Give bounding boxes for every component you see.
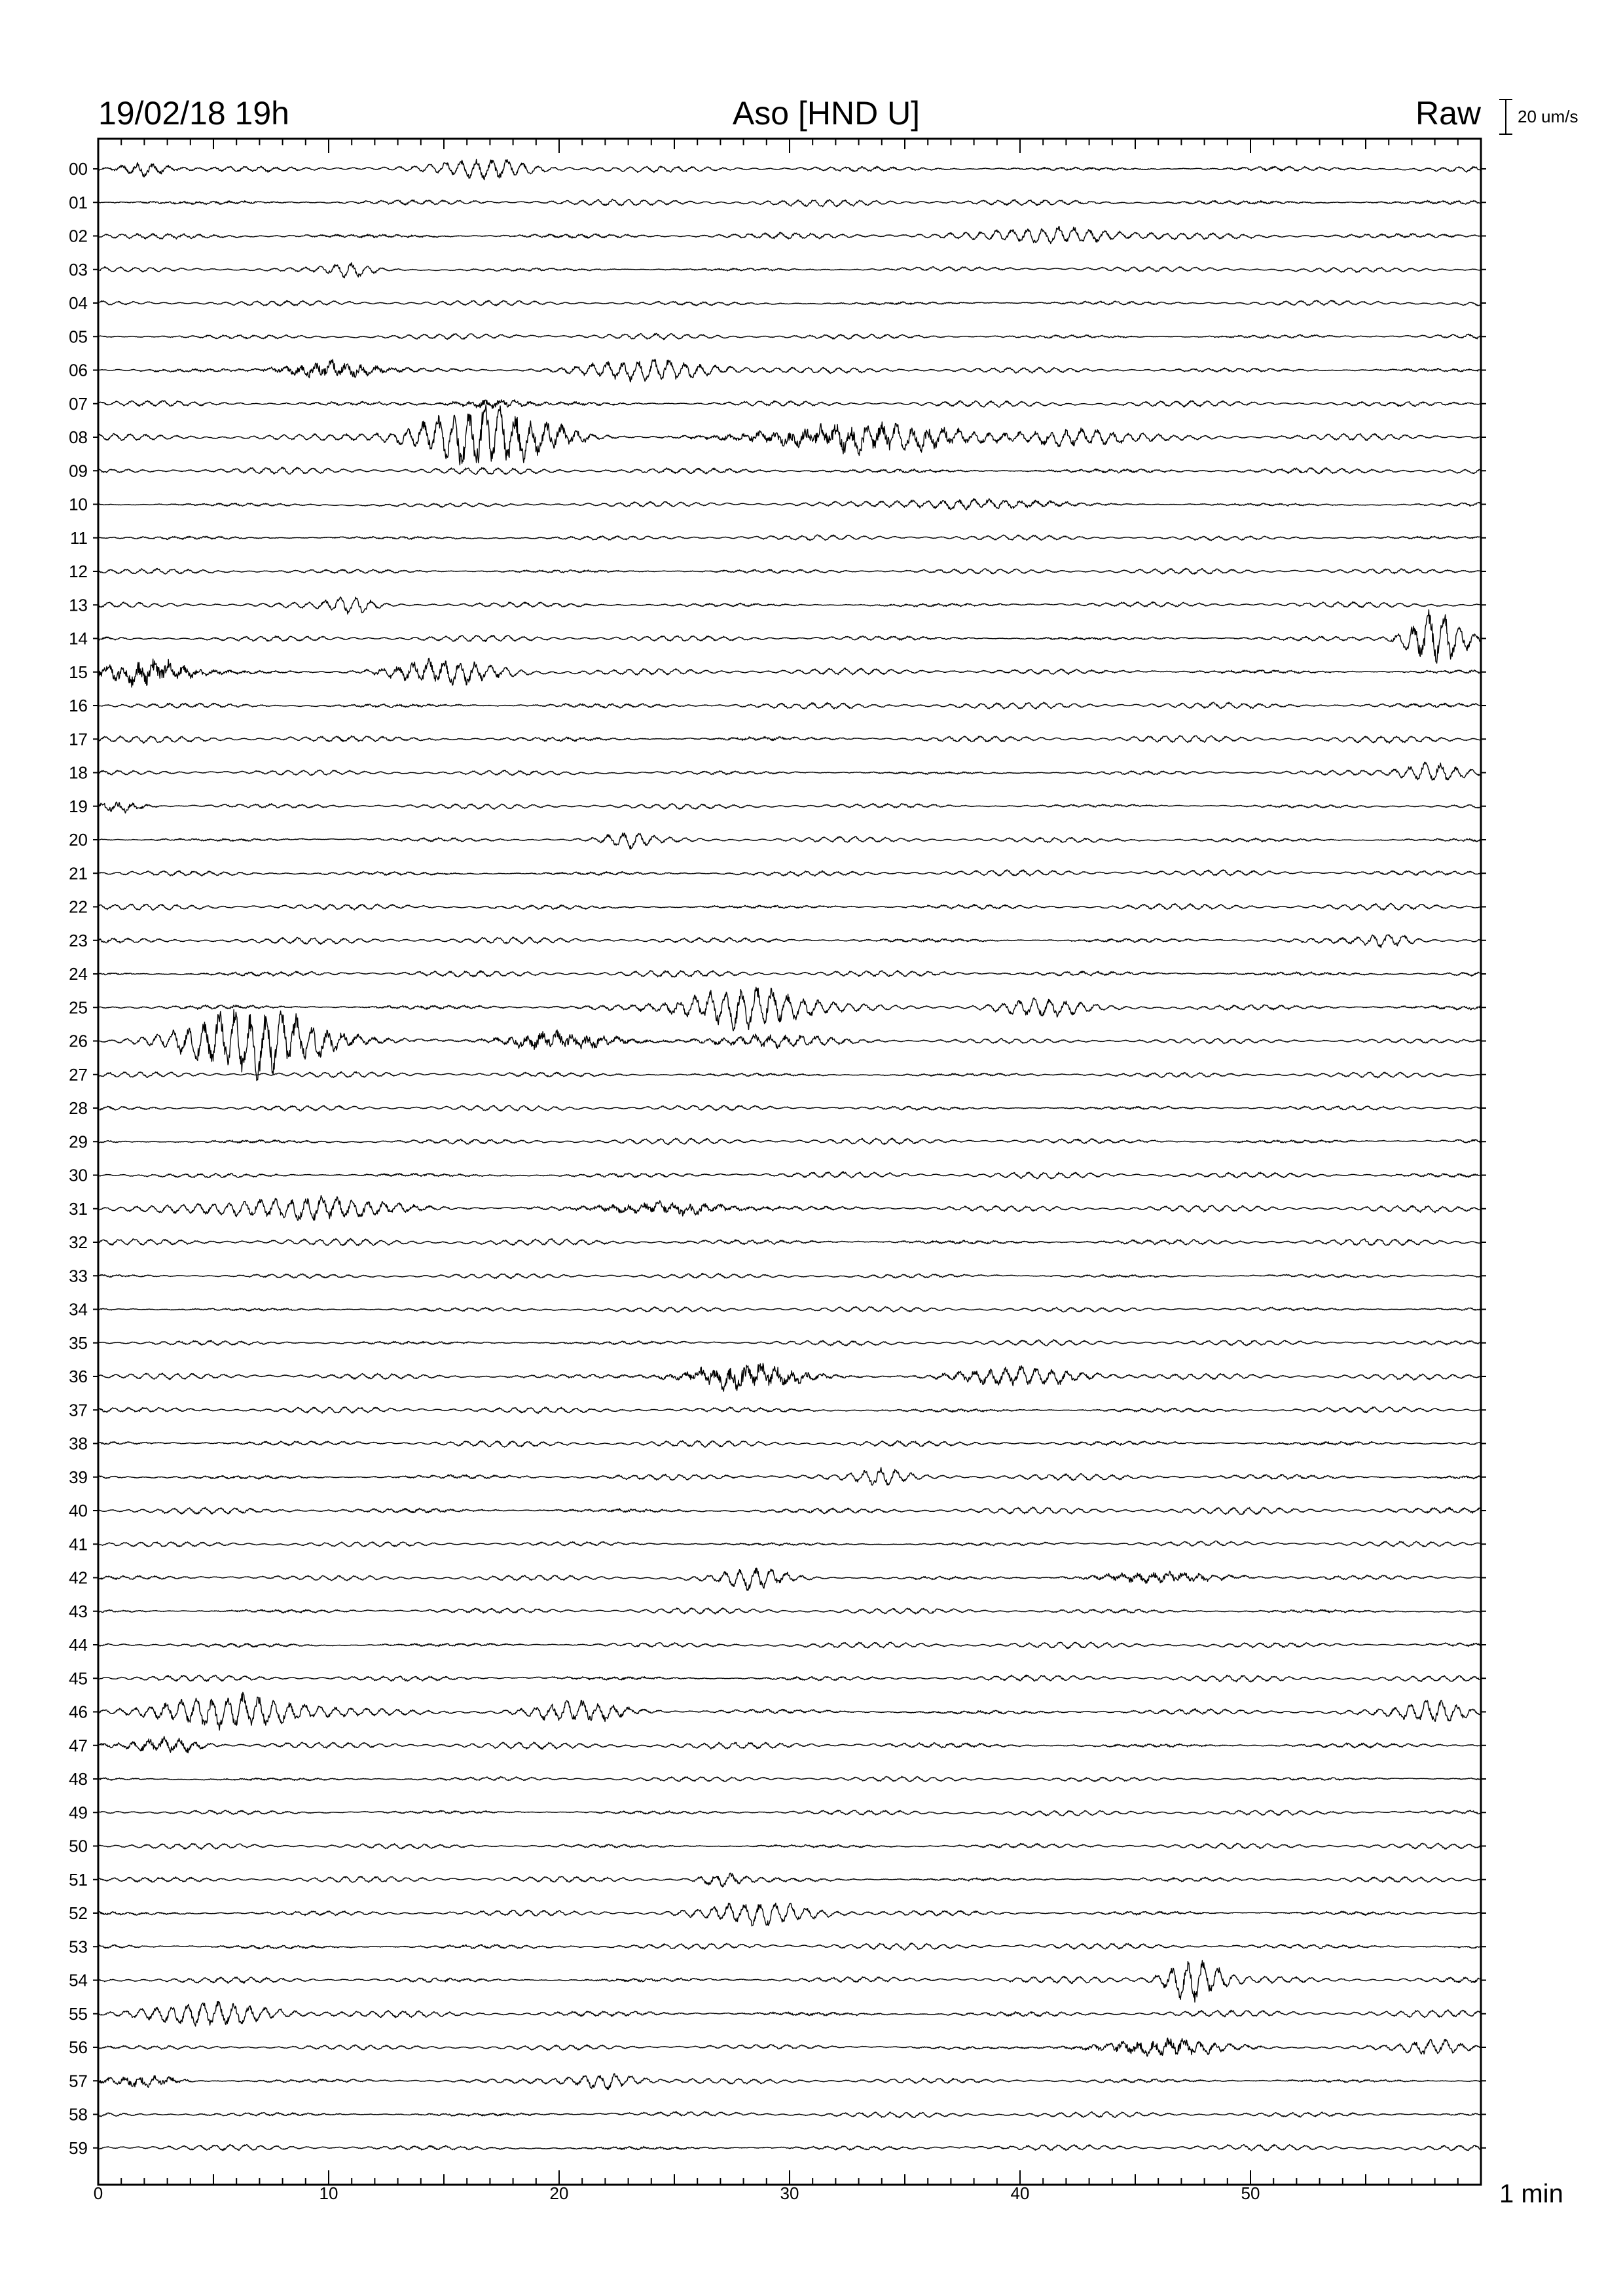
row-label: 15	[69, 662, 88, 682]
x-tick-label: 0	[93, 2183, 103, 2203]
row-label: 03	[69, 259, 88, 279]
row-label: 55	[69, 2003, 88, 2024]
x-tick-label: 50	[1241, 2183, 1260, 2203]
row-label: 36	[69, 1367, 88, 1386]
x-tick-label: 30	[780, 2183, 799, 2203]
row-label: 40	[69, 1501, 88, 1520]
row-label: 58	[69, 2104, 88, 2125]
row-label: 22	[69, 897, 88, 917]
header-datetime: 19/02/18 19h	[98, 95, 289, 132]
row-label: 44	[69, 1635, 88, 1655]
amplitude-scale-label: 20 um/s	[1518, 107, 1578, 126]
row-label: 18	[69, 762, 88, 783]
row-label: 10	[69, 494, 88, 514]
row-label: 07	[69, 393, 88, 414]
row-label: 08	[69, 427, 88, 447]
row-label: 33	[69, 1266, 88, 1286]
row-label: 52	[69, 1903, 88, 1923]
row-label: 32	[69, 1232, 88, 1252]
row-label: 01	[69, 192, 88, 213]
row-label: 35	[69, 1333, 88, 1353]
row-label: 09	[69, 461, 88, 481]
row-label: 27	[69, 1064, 88, 1085]
row-label: 43	[69, 1601, 88, 1621]
header-mode: Raw	[1415, 95, 1481, 132]
row-label: 34	[69, 1299, 88, 1319]
x-tick-label: 10	[319, 2183, 338, 2203]
row-label: 54	[69, 1970, 88, 1990]
x-axis-label: 1 min	[1499, 2179, 1563, 2208]
row-label: 06	[69, 360, 88, 380]
chart-title: Aso [HND U]	[732, 95, 921, 132]
row-label: 26	[69, 1031, 88, 1051]
row-label: 31	[69, 1198, 88, 1219]
row-label: 56	[69, 2037, 88, 2057]
x-tick-label: 40	[1010, 2183, 1030, 2203]
row-label: 14	[69, 628, 88, 649]
row-label: 41	[69, 1534, 88, 1554]
row-label: 17	[69, 729, 88, 749]
row-label: 59	[69, 2138, 88, 2158]
row-label: 45	[69, 1668, 88, 1689]
row-label: 19	[69, 796, 88, 816]
row-label: 25	[69, 997, 88, 1018]
row-label: 11	[70, 528, 88, 548]
row-label: 51	[69, 1869, 88, 1890]
row-label: 42	[69, 1568, 88, 1588]
row-label: 24	[69, 964, 88, 984]
row-label: 53	[69, 1937, 88, 1957]
row-label: 05	[69, 327, 88, 347]
row-label: 13	[69, 595, 88, 615]
row-label: 29	[69, 1132, 88, 1152]
row-label: 12	[69, 562, 88, 581]
row-label: 28	[69, 1098, 88, 1118]
row-label: 57	[69, 2071, 88, 2091]
row-label: 47	[69, 1735, 88, 1755]
row-label: 20	[69, 830, 88, 850]
row-label: 37	[69, 1400, 88, 1420]
row-label: 49	[69, 1803, 88, 1823]
row-label: 38	[69, 1433, 88, 1454]
row-label: 04	[69, 293, 88, 313]
row-label: 48	[69, 1769, 88, 1789]
row-label: 23	[69, 930, 88, 950]
row-label: 30	[69, 1165, 88, 1185]
row-label: 21	[69, 863, 88, 884]
row-label: 39	[69, 1467, 88, 1487]
row-label: 16	[69, 696, 88, 715]
row-label: 00	[69, 159, 88, 179]
x-tick-label: 20	[549, 2183, 569, 2203]
row-label: 02	[69, 226, 88, 246]
row-label: 46	[69, 1702, 88, 1722]
row-label: 50	[69, 1836, 88, 1856]
